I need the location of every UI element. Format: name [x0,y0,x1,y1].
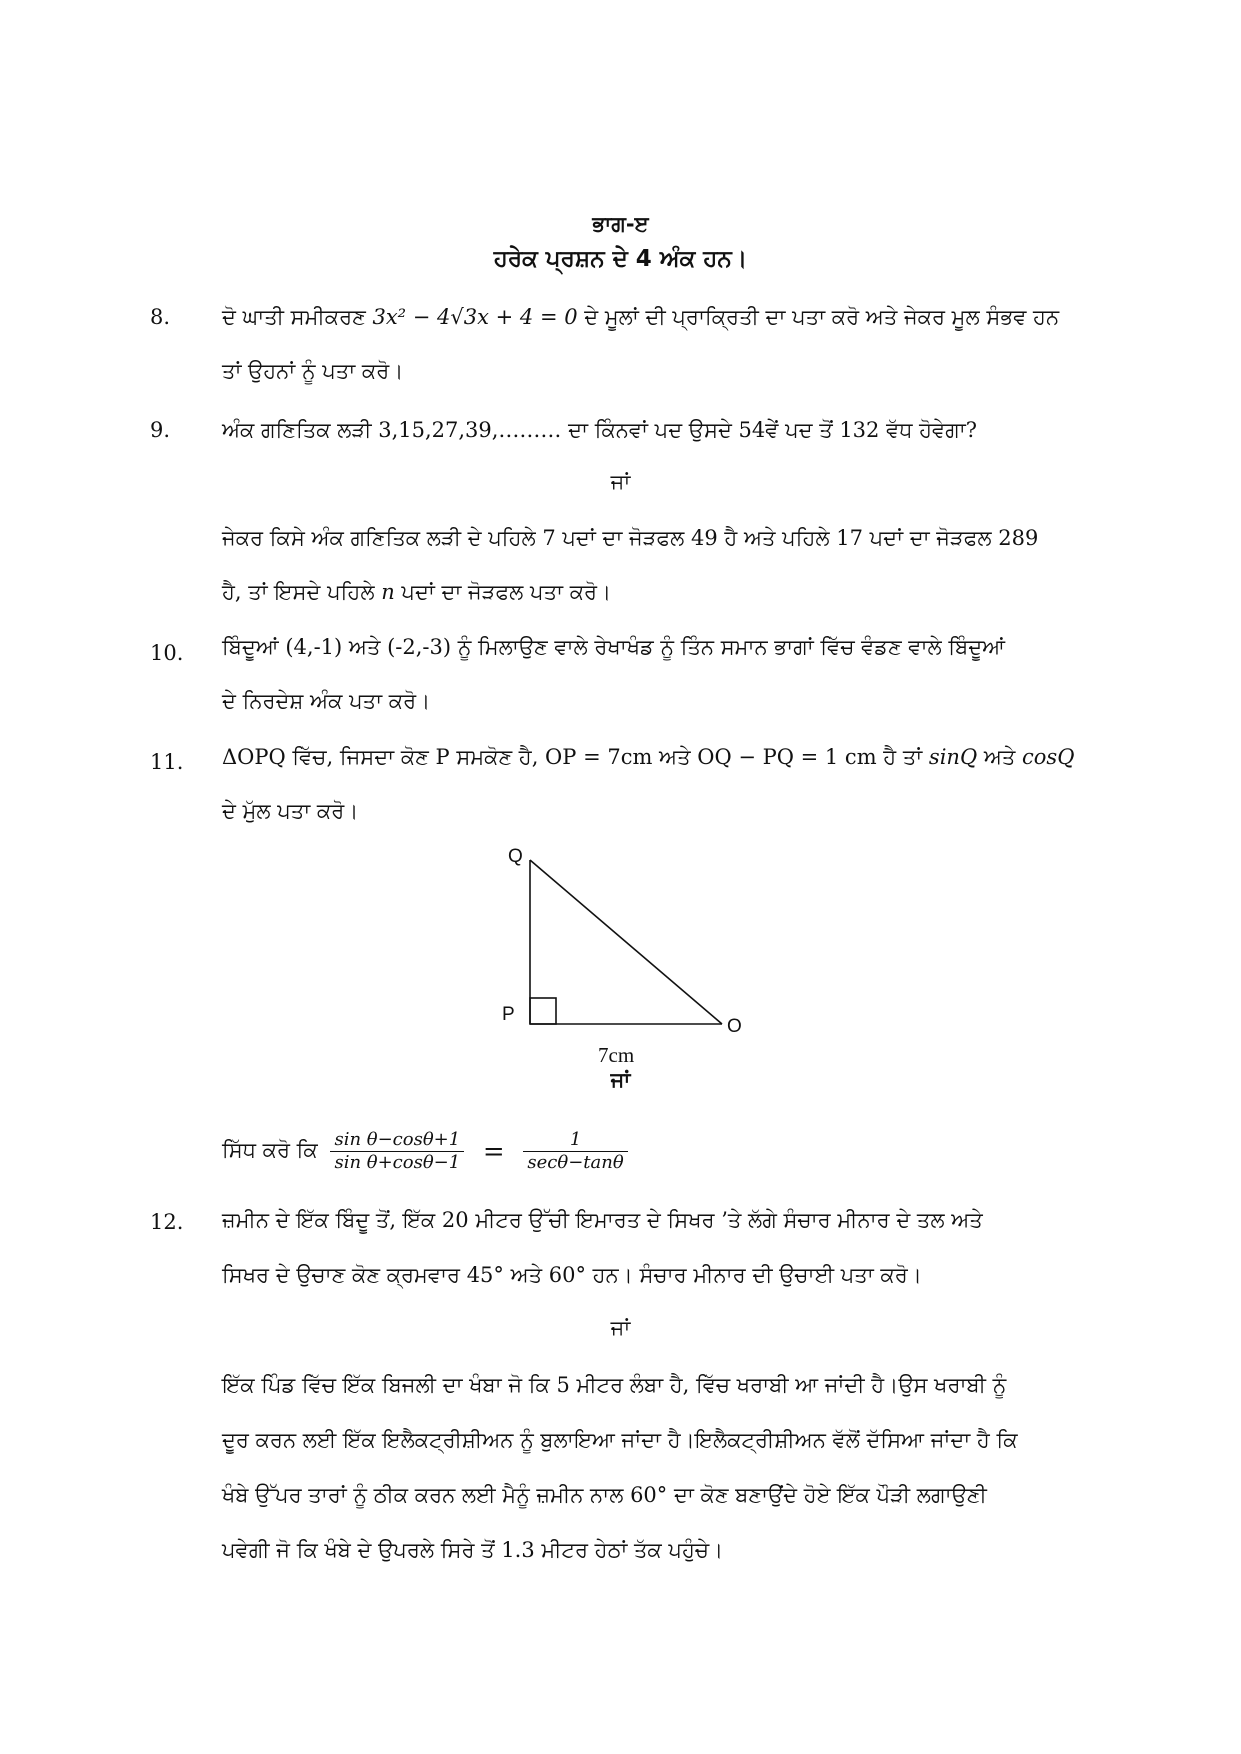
question-11-text: ΔOPQ ਵਿੱਚ, ਜਿਸਦਾ ਕੋਣ P ਸਮਕੋਣ ਹੈ, OP = 7cm ਅਤੇ OQ − PQ = 1 cm ਹੈ ਤਾਂ [222,745,929,769]
trig-identity [222,1122,634,1180]
question-number-11: 11. [150,750,184,774]
question-12-line-1: ਜ਼ਮੀਨ ਦੇ ਇੱਕ ਬਿੰਦੂ ਤੋਂ, ਇੱਕ 20 ਮੀਟਰ ਉੱਚੀ ਇਮਾਰਤ ਦੇ ਸਿਖਰ ’ਤੇ ਲੱਗੇ ਸੰਚਾਰ ਮੀਨਾਰ ਦੇ ਤਲ ਅਤੇ [222,1208,983,1232]
rhs-denominator: secθ−tanθ [523,1151,627,1174]
question-8-line-1 [222,302,1059,332]
lhs-numerator: sin θ−cosθ+1 [334,1129,461,1150]
vertex-label-q: Q [508,846,523,867]
question-10-line-1: ਬਿੰਦੂਆਂ (4,-1) ਅਤੇ (-2,-3) ਨੂੰ ਮਿਲਾਉਣ ਵਾਲੇ ਰੇਖਾਖੰਡ ਨੂੰ ਤਿੰਨ ਸਮਾਨ ਭਾਗਾਂ ਵਿੱਚ ਵੰਡਣ ਵਾਲੇ ਬਿੰਦੂਆਂ [222,635,1006,659]
or-separator-9: ਜਾਂ [610,470,631,494]
question-8-text-a: ਦੋ ਘਾਤੀ ਸਮੀਕਰਣ [222,305,373,329]
question-12-alt-line-4: ਪਵੇਗੀ ਜੋ ਕਿ ਖੰਬੇ ਦੇ ਉਪਰਲੇ ਸਿਰੇ ਤੋਂ 1.3 ਮੀਟਰ ਹੇਠਾਂ ਤੱਕ ਪਹੁੰਚੇ। [222,1538,724,1562]
quadratic-equation: 3x² − 4√3x + 4 = 0 [372,305,578,329]
question-12-line-2: ਸਿਖਰ ਦੇ ਉਚਾਣ ਕੋਣ ਕ੍ਰਮਵਾਰ 45° ਅਤੇ 60° ਹਨ। ਸੰਚਾਰ ਮੀਨਾਰ ਦੀ ਉਚਾਈ ਪਤਾ ਕਰੋ। [222,1263,922,1287]
prove-text: ਸਿੱਧ ਕਰੋ ਕਿ [222,1138,318,1162]
question-9-alt-line-2 [222,577,611,607]
question-number-12: 12. [150,1210,184,1234]
question-12-alt-line-3: ਖੰਬੇ ਉੱਪਰ ਤਾਰਾਂ ਨੂੰ ਠੀਕ ਕਰਨ ਲਈ ਮੈਨੂੰ ਜ਼ਮੀਨ ਨਾਲ 60° ਦਾ ਕੋਣ ਬਣਾਉਂਦੇ ਹੋਏ ਇੱਕ ਪੌੜੀ ਲਗਾਉਣੀ [222,1483,987,1507]
question-9-alt-text-a: ਹੈ, ਤਾਂ ਇਸਦੇ ਪਹਿਲੇ [222,580,382,604]
question-9-alt-text-b: ਪਦਾਂ ਦਾ ਜੋੜਫਲ ਪਤਾ ਕਰੋ। [394,580,612,604]
vertex-label-p: P [502,1004,515,1025]
question-8-line-2: ਤਾਂ ਉਹਨਾਂ ਨੂੰ ਪਤਾ ਕਰੋ। [222,359,404,383]
question-11-line-2: ਦੇ ਮੁੱਲ ਪਤਾ ਕਰੋ। [222,799,359,823]
rhs-fraction [523,1129,627,1174]
or-separator-11: ਜਾਂ [610,1068,631,1092]
vertex-label-o: O [727,1016,742,1037]
question-12-alt-line-1: ਇੱਕ ਪਿੰਡ ਵਿੱਚ ਇੱਕ ਬਿਜਲੀ ਦਾ ਖੰਬਾ ਜੋ ਕਿ 5 ਮੀਟਰ ਲੰਬਾ ਹੈ, ਵਿੱਚ ਖਰਾਬੀ ਆ ਜਾਂਦੀ ਹੈ।ਉਸ ਖਰਾਬੀ ਨੂੰ [222,1373,1007,1397]
variable-n: n [381,580,395,604]
lhs-fraction [330,1129,464,1174]
marks-note: ਹਰੇਕ ਪ੍ਰਸ਼ਨ ਦੇ 4 ਅੰਕ ਹਨ। [493,246,748,272]
question-10-line-2: ਦੇ ਨਿਰਦੇਸ਼ ਅੰਕ ਪਤਾ ਕਰੋ। [222,689,431,713]
question-number-10: 10. [150,641,184,665]
question-9-line-1: ਅੰਕ ਗਣਿਤਿਕ ਲੜੀ 3,15,27,39,……… ਦਾ ਕਿੰਨਵਾਂ ਪਦ ਉਸਦੇ 54ਵੇਂ ਪਦ ਤੋਂ 132 ਵੱਧ ਹੋਵੇਗਾ? [222,418,978,442]
question-8-text-b: ਦੇ ਮੂਲਾਂ ਦੀ ਪ੍ਰਾਕ੍ਰਿਤੀ ਦਾ ਪਤਾ ਕਰੋ ਅਤੇ ਜੇਕਰ ਮੂਲ ਸੰਭਵ ਹਨ [577,305,1060,329]
sin-q: sinQ [928,745,978,769]
cos-q: cosQ [1022,745,1075,769]
or-separator-12: ਜਾਂ [610,1316,631,1340]
right-angle-marker [530,998,556,1024]
lhs-denominator: sin θ+cosθ−1 [330,1151,464,1174]
and-word: ਅਤੇ [977,745,1023,769]
rhs-numerator: 1 [569,1129,582,1150]
question-number-8: 8. [150,305,171,329]
equals-sign: = [482,1136,505,1167]
right-triangle-figure [490,840,770,1080]
base-length-label: 7cm [598,1043,635,1067]
side-qo [530,860,722,1024]
section-heading: ਭਾਗ-ੲ [592,212,649,236]
question-9-alt-line-1: ਜੇਕਰ ਕਿਸੇ ਅੰਕ ਗਣਿਤਿਕ ਲੜੀ ਦੇ ਪਹਿਲੇ 7 ਪਦਾਂ ਦਾ ਜੋੜਫਲ 49 ਹੈ ਅਤੇ ਪਹਿਲੇ 17 ਪਦਾਂ ਦਾ ਜੋੜਫਲ 289 [222,526,1039,550]
question-number-9: 9. [150,418,171,442]
question-12-alt-line-2: ਦੂਰ ਕਰਨ ਲਈ ਇੱਕ ਇਲੈਕਟ੍ਰੀਸ਼ੀਅਨ ਨੂੰ ਬੁਲਾਇਆ ਜਾਂਦਾ ਹੈ।ਇਲੈਕਟ੍ਰੀਸ਼ੀਅਨ ਵੱਲੋਂ ਦੱਸਿਆ ਜਾਂਦਾ ਹੈ ਕਿ [222,1428,1018,1452]
question-11-line-1 [222,742,1074,772]
